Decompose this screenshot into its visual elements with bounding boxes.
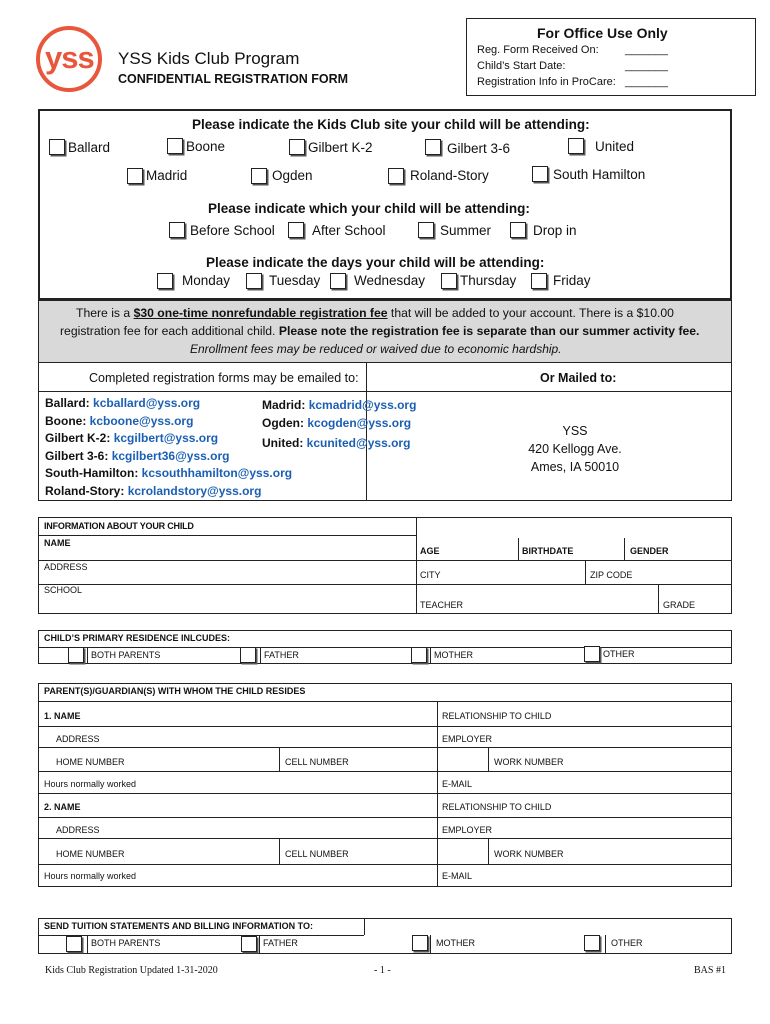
site-label-madrid: Madrid (146, 168, 188, 183)
row-line (38, 584, 732, 585)
checkbox-ballard[interactable] (49, 139, 65, 155)
p2-home-label: HOME NUMBER (56, 849, 125, 859)
col-line (488, 747, 489, 771)
checkbox-gilbert-k2[interactable] (289, 139, 305, 155)
bill-label-mother: MOTHER (436, 938, 475, 948)
email-site: Ogden: (262, 416, 304, 430)
fee-line-2-pre: registration fee for each additional child. (60, 324, 279, 338)
office-blank-received[interactable]: _______ (625, 44, 668, 56)
checkbox-drop-in[interactable] (510, 222, 526, 238)
email-row-united (262, 436, 410, 450)
email-site: United: (262, 436, 304, 450)
office-line-label: Child’s Start Date: (477, 60, 566, 72)
email-site: Boone: (45, 414, 87, 428)
col-line (488, 838, 489, 864)
email-link-roland-story[interactable]: kcrolandstory@yss.org (127, 484, 262, 498)
child-info-divider (416, 517, 417, 614)
col-line (279, 747, 280, 771)
office-line-label: Reg. Form Received On: (477, 44, 599, 56)
child-zip-label: ZIP CODE (590, 570, 633, 580)
p2-hours-label: Hours normally worked (44, 871, 137, 881)
checkbox-gilbert-36[interactable] (425, 139, 441, 155)
email-site: Gilbert 3-6: (45, 449, 109, 463)
checkbox-res-both[interactable] (68, 647, 84, 663)
office-use-box (466, 18, 756, 96)
child-address-label: ADDRESS (44, 562, 88, 572)
attend-heading: Please indicate which your child will be attending: (208, 201, 530, 216)
email-link-ogden[interactable]: kcogden@yss.org (307, 416, 412, 430)
checkbox-summer[interactable] (418, 222, 434, 238)
col-line (430, 647, 431, 664)
site-label-ballard: Ballard (68, 140, 111, 155)
office-blank-procare[interactable]: _______ (625, 76, 668, 88)
child-grade-label: GRADE (663, 600, 696, 610)
email-row-ballard (45, 396, 200, 410)
child-teacher-label: TEACHER (420, 600, 464, 610)
col-line (624, 538, 625, 560)
res-label-both: BOTH PARENTS (91, 650, 161, 660)
row-line (38, 747, 732, 748)
col-line (430, 935, 431, 954)
checkbox-united[interactable] (568, 138, 584, 154)
email-row-south-hamilton (45, 466, 292, 480)
day-label-monday: Monday (182, 273, 231, 288)
child-city-label: CITY (420, 570, 441, 580)
attend-label-drop-in: Drop in (533, 223, 577, 238)
yss-logo (36, 26, 102, 92)
res-label-father: FATHER (264, 650, 299, 660)
checkbox-south-hamilton[interactable] (532, 166, 548, 182)
row-line (38, 817, 732, 818)
fee-line-1-pre: There is a (76, 306, 134, 320)
email-row-ogden (262, 416, 411, 430)
p1-cell-label: CELL NUMBER (285, 757, 349, 767)
checkbox-friday[interactable] (531, 273, 547, 289)
email-link-boone[interactable]: kcboone@yss.org (89, 414, 194, 428)
child-info-heading-line (38, 535, 416, 536)
contact-divider (366, 363, 367, 501)
p1-hours-label: Hours normally worked (44, 779, 137, 789)
p1-home-label: HOME NUMBER (56, 757, 125, 767)
checkbox-ogden[interactable] (251, 168, 267, 184)
email-link-south-hamilton[interactable]: kcsouthhamilton@yss.org (141, 466, 293, 480)
address-line-city: Ames, IA 50010 (530, 460, 620, 474)
p2-relationship-label: RELATIONSHIP TO CHILD (442, 802, 552, 812)
office-line-received (477, 44, 599, 56)
email-link-gilbert-k2[interactable]: kcgilbert@yss.org (113, 431, 219, 445)
email-row-madrid (262, 398, 416, 412)
footer-page-number: - 1 - (374, 965, 391, 976)
p1-work-label: WORK NUMBER (494, 757, 564, 767)
office-blank-start[interactable]: _______ (625, 60, 668, 72)
col-line (279, 838, 280, 864)
child-birthdate-label: BIRTHDATE (522, 546, 574, 556)
p1-email-label: E-MAIL (442, 779, 473, 789)
p2-work-label: WORK NUMBER (494, 849, 564, 859)
col-line (260, 647, 261, 664)
p2-email-label: E-MAIL (442, 871, 473, 881)
checkbox-bill-father[interactable] (241, 936, 257, 952)
email-row-gilbert-k2 (45, 431, 218, 445)
res-label-mother: MOTHER (434, 650, 473, 660)
mail-address (490, 422, 660, 476)
days-heading: Please indicate the days your child will be attending: (206, 255, 545, 270)
day-label-wednesday: Wednesday (354, 273, 426, 288)
row-line (38, 726, 732, 727)
checkbox-roland-story[interactable] (388, 168, 404, 184)
form-title: CONFIDENTIAL REGISTRATION FORM (118, 72, 349, 86)
child-school-label: SCHOOL (44, 585, 83, 595)
email-site: Roland-Story: (45, 484, 125, 498)
address-line-org: YSS (562, 424, 588, 438)
fee-line-2 (60, 324, 699, 338)
office-line-label: Registration Info in ProCare: (477, 76, 616, 88)
checkbox-res-father[interactable] (240, 647, 256, 663)
email-link-ballard[interactable]: kcballard@yss.org (93, 396, 201, 410)
residence-heading-line (38, 647, 732, 648)
checkbox-res-mother[interactable] (411, 647, 427, 663)
site-label-gilbert-36: Gilbert 3-6 (447, 141, 511, 156)
child-age-label: AGE (420, 546, 440, 556)
col-line (600, 647, 601, 664)
site-label-south-hamilton: South Hamilton (553, 167, 646, 182)
col-line (585, 560, 586, 584)
p2-address-label: ADDRESS (56, 825, 100, 835)
child-info-table (38, 517, 732, 614)
checkbox-after-school[interactable] (288, 222, 304, 238)
col-line (658, 584, 659, 614)
col-line (437, 701, 438, 887)
row-line (38, 771, 732, 772)
checkbox-bill-other[interactable] (584, 935, 600, 951)
office-use-title: For Office Use Only (537, 25, 668, 41)
footer-left: Kids Club Registration Updated 1-31-2020 (45, 965, 218, 976)
row-line (416, 560, 732, 561)
row-line (38, 793, 732, 794)
site-label-boone: Boone (186, 139, 226, 154)
email-heading: Completed registration forms may be emailed to: (89, 371, 359, 385)
fee-amount: $30 one-time nonrefundable registration fee (133, 306, 388, 320)
p1-relationship-label: RELATIONSHIP TO CHILD (442, 711, 552, 721)
program-title: YSS Kids Club Program (118, 49, 300, 68)
email-site: Ballard: (45, 396, 90, 410)
checkbox-monday[interactable] (157, 273, 173, 289)
checkbox-res-other[interactable] (584, 646, 600, 662)
email-row-boone (45, 414, 193, 428)
guardians-heading: PARENT(S)/GUARDIAN(S) WITH WHOM THE CHILD RESIDES (44, 686, 306, 696)
site-label-gilbert-k2: Gilbert K-2 (308, 140, 373, 155)
p2-name-label: 2. NAME (44, 802, 81, 812)
checkbox-tuesday[interactable] (246, 273, 262, 289)
billing-heading: SEND TUITION STATEMENTS AND BILLING INFORMATION TO: (44, 921, 313, 931)
fee-line-3: Enrollment fees may be reduced or waived due to economic hardship. (190, 342, 562, 356)
col-line (364, 918, 365, 935)
attend-label-before-school: Before School (190, 223, 275, 238)
logo-text: yss (45, 40, 94, 75)
fee-line-1 (76, 306, 674, 320)
child-name-label: NAME (44, 538, 71, 548)
bill-label-both: BOTH PARENTS (91, 938, 161, 948)
col-line (87, 647, 88, 664)
child-gender-label: GENDER (630, 546, 669, 556)
day-label-friday: Friday (553, 273, 591, 288)
row-line (38, 560, 416, 561)
bill-label-father: FATHER (263, 938, 298, 948)
footer-right: BAS #1 (694, 965, 726, 976)
contact-header-line (38, 391, 732, 392)
email-row-roland-story (45, 484, 261, 498)
site-label-roland-story: Roland-Story (410, 168, 489, 183)
email-site: Gilbert K-2: (45, 431, 111, 445)
p2-cell-label: CELL NUMBER (285, 849, 349, 859)
p2-employer-label: EMPLOYER (442, 825, 493, 835)
child-info-heading: INFORMATION ABOUT YOUR CHILD (44, 521, 194, 531)
site-heading: Please indicate the Kids Club site your child will be attending: (192, 117, 590, 132)
bill-label-other: OTHER (611, 938, 643, 948)
email-row-gilbert-36 (45, 449, 229, 463)
email-site: South-Hamilton: (45, 466, 139, 480)
address-line-street: 420 Kellogg Ave. (528, 442, 622, 456)
p1-name-label: 1. NAME (44, 711, 81, 721)
attend-label-after-school: After School (312, 223, 386, 238)
office-line-start (477, 60, 565, 72)
checkbox-wednesday[interactable] (330, 273, 346, 289)
row-line (38, 701, 732, 702)
checkbox-boone[interactable] (167, 138, 183, 154)
site-label-united: United (595, 139, 635, 154)
fee-line-2-bold: Please note the registration fee is separate than our summer activity fee. (278, 324, 700, 338)
mail-heading: Or Mailed to: (540, 371, 617, 385)
site-label-ogden: Ogden (272, 168, 313, 183)
checkbox-thursday[interactable] (441, 273, 457, 289)
fee-line-1-post: that will be added to your account. There is a $10.00 (387, 306, 674, 320)
row-line (38, 838, 732, 839)
checkbox-madrid[interactable] (127, 168, 143, 184)
col-line (518, 538, 519, 560)
p1-employer-label: EMPLOYER (442, 734, 493, 744)
residence-heading: CHILD’S PRIMARY RESIDENCE INLCUDES: (44, 633, 231, 643)
office-line-procare (477, 76, 616, 88)
col-line (259, 935, 260, 954)
email-link-gilbert-36[interactable]: kcgilbert36@yss.org (111, 449, 230, 463)
attend-label-summer: Summer (440, 223, 492, 238)
guardians-table (38, 683, 732, 887)
p1-address-label: ADDRESS (56, 734, 100, 744)
checkbox-before-school[interactable] (169, 222, 185, 238)
row-line (38, 864, 732, 865)
col-line (605, 935, 606, 954)
day-label-tuesday: Tuesday (269, 273, 321, 288)
email-site: Madrid: (262, 398, 306, 412)
checkbox-bill-both[interactable] (66, 936, 82, 952)
email-link-madrid[interactable]: kcmadrid@yss.org (308, 398, 417, 412)
col-line (87, 935, 88, 954)
email-link-united[interactable]: kcunited@yss.org (306, 436, 411, 450)
checkbox-bill-mother[interactable] (412, 935, 428, 951)
day-label-thursday: Thursday (460, 273, 517, 288)
res-label-other: OTHER (603, 649, 635, 659)
